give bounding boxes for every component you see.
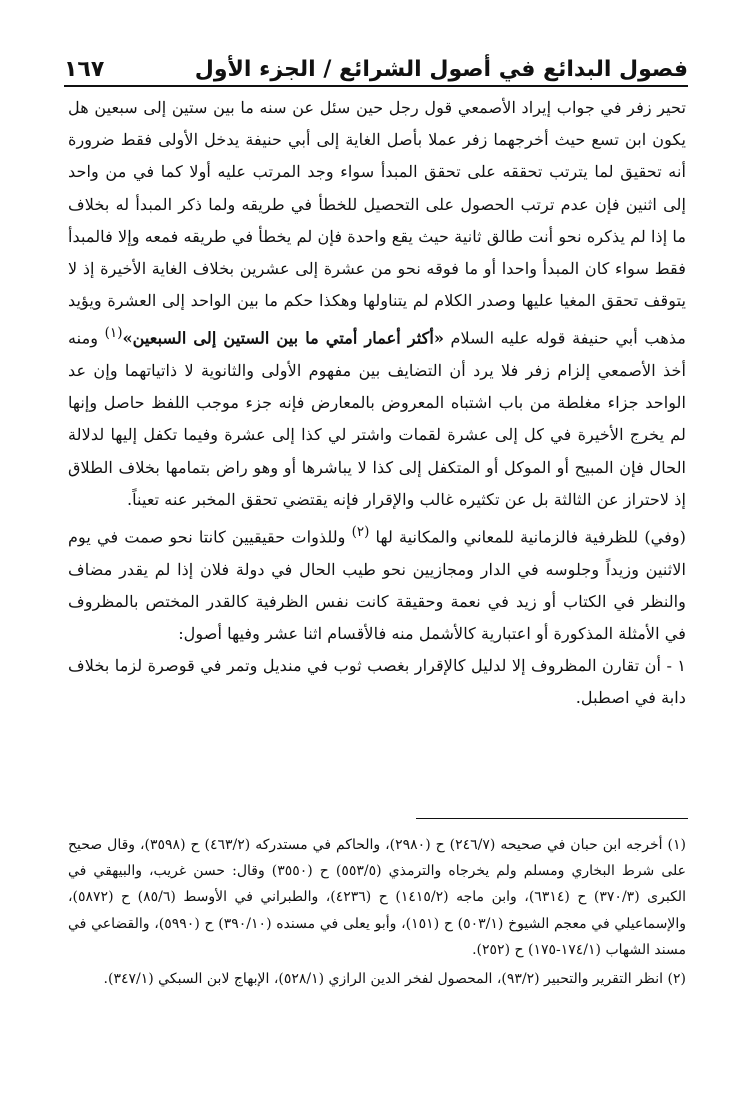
paragraph-2 — [68, 516, 686, 650]
footnote-ref-1: (١) — [104, 325, 123, 342]
hadith-quote: «أكثر أعمار أمتي ما بين الستين إلى السبعين» — [122, 328, 444, 348]
footnote-1: (١) أخرجه ابن حبان في صحيحه (٢٤٦/٧) ح (٢٩٨٠)، والحاكم في مستدركه (٤٦٣/٢) ح (٣٥٩٨)، وقال صحيح على شرط البخاري ومسلم ولم يخرجاه والترمذي (٥٥٣/٥) ح (٣٥٥٠) وقال: حسن غريب، والبيهقي في الكبرى (٣٧٠/٣) ح (٦٣١٤)، وابن ماجه (١٤١٥/٢) ح (٤٢٣٦)، والطبراني في الأوسط (٨٥/٦) ح (٥٨٧٢)، والإسماعيلي في معجم الشيوخ (٥٠٣/١) ح (١٥١)، وأبو يعلى في مسنده (٣٩٠/١٠) ح (٥٩٩٠)، والقضاعي في مسند الشهاب (١٧٤/١-١٧٥) ح (٢٥٢). — [68, 837, 687, 958]
paragraph-1-continuation: ومنه أخذ الأصمعي إلزام زفر فلا يرد أن التضايف بين مفهوم الأولى والثانوية لا ذاتياتهما وإن عد الواحد جزاء مغلطة من باب اشتباه المعروض بالمعارض فإنه جزء موجب اللفظ حاصل وإنها لم يخرج الأخيرة في كل إلى عشرة لقمات واشتر لي كذا إلى عشرة وفيما تكفل إليها لدلالة الحال فإن المبيح أو الموكل أو المتكفل إلى كذا لا يباشرها أو وهو راض بتمامها بخلاف الطلاق إذ لاحتراز عن الثالثة بل عن تكثيره غالب والإقرار فإنه يقتضي تحقق المخبر عنه تعيناً. — [68, 328, 686, 509]
paragraph-1 — [68, 92, 686, 516]
running-header — [64, 38, 688, 82]
list-item-text: أن تقارن المظروف إلا لدليل كالإقرار بغصب ثوب في منديل وتمر في قوصرة لزما بخلاف دابة في اصطبل. — [68, 656, 686, 708]
page-number: ١٦٧ — [64, 57, 105, 82]
footnote-ref-2: (٢) — [351, 524, 370, 541]
paragraph-2-continuation: وللذوات حقيقيين كانتا نحو صمت في يوم الاثنين وزيداً وجلوسه في الدار ومجازيين نحو طيب الحال في دولة فلان إذا لم يقدر مضاف والنظر في الكتاب أو زيد في نعمة وحقيقة كانت نفس الظرفية كالقدر المختص بالمظروف في الأمثلة المذكورة أو اعتبارية كالأشمل منه فالأقسام اثنا عشر وفيها أصول: — [68, 527, 686, 644]
keyword-fi: (وفي) — [644, 527, 686, 547]
list-item-number: ١ - — [666, 656, 686, 676]
footnotes — [68, 832, 686, 995]
footnote-divider — [416, 818, 688, 819]
list-item-1 — [68, 650, 686, 714]
footnote-2: (٢) انظر التقرير والتحبير (٩٣/٢)، المحصول لفخر الدين الرازي (٥٢٨/١)، الإبهاج لابن السبكي (٣٤٧/١). — [103, 971, 686, 988]
main-text — [68, 92, 686, 715]
book-title: فصول البدائع في أصول الشرائع / الجزء الأول — [194, 57, 688, 82]
paragraph-1-text: تحير زفر في جواب إيراد الأصمعي قول رجل حين سئل عن سنه ما بين ستين إلى سبعين هل يكون ابن تسع حيث أخرجهما زفر عملا بأصل الغاية إلى أبي حنيفة يدخل الأولى فقط ضرورة أنه تحقيق لما يترتب تحققه على تحقق المبدأ سواء وجد المرتب عليه أولا كما في من واحد إلى اثنين فإن عدم ترتب الحصول على التحصيل للخطأ في طريقه ولما ذكر المبدأ له بخلاف ما إذا لم يذكره نحو أنت طالق ثانية حيث يقع واحدة فإن لم يخطأ في طريقه فمعه وإلا فالمبدأ فقط سواء كان المبدأ واحدا أو ما فوقه نحو من عشرة إلى عشرين بخلاف الغاية الأخيرة إذ لا يتوقف تحقق المغيا عليها وصدر الكلام لم يتناولها وهكذا حكم ما بين الواحد إلى العشرة ويؤيد مذهب أبي حنيفة قوله عليه السلام — [68, 98, 686, 348]
header-rule — [64, 85, 688, 87]
paragraph-2-text: للظرفية فالزمانية للمعاني والمكانية لها — [375, 527, 639, 547]
